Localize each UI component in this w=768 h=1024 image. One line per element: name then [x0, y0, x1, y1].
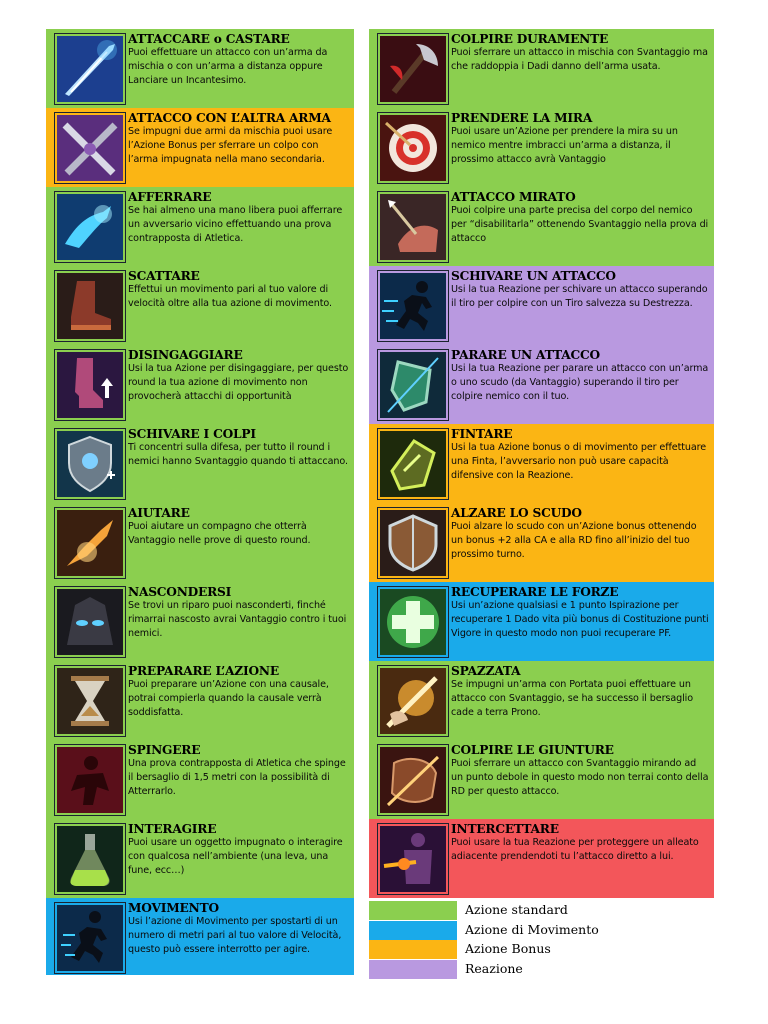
legend-label: Reazione [465, 960, 523, 976]
action-card [46, 740, 354, 819]
action-description: Ti concentri sulla difesa, per tutto il round i nemici hanno Svantaggio quando ti attaccano. [128, 442, 348, 468]
action-title: SCHIVARE UN ATTACCO [451, 269, 616, 283]
action-card [46, 819, 354, 898]
action-card [369, 187, 714, 266]
action-description: Una prova contrapposta di Atletica che spinge il bersaglio di 1,5 metri con la possibilità di Atterrarlo. [128, 758, 346, 798]
action-card [369, 582, 714, 661]
hidden-eyes-icon [54, 586, 126, 658]
target-icon [377, 112, 449, 184]
action-title: NASCONDERSI [128, 585, 232, 599]
helping-hand-icon [54, 507, 126, 579]
action-description: Se trovi un riparo puoi nasconderti, finché rimarrai nascosto avrai Vantaggio contro i tuoi nemici. [128, 600, 347, 640]
action-title: COLPIRE LE GIUNTURE [451, 743, 614, 757]
action-card [46, 661, 354, 740]
health-cross-icon [377, 586, 449, 658]
action-description: Puoi effettuare un attacco con un’arma da mischia o con un’arma a distanza oppure Lanciare un Incantesimo. [128, 47, 328, 87]
action-card [46, 898, 354, 975]
left-action-column [46, 29, 354, 975]
legend-swatch [369, 901, 457, 920]
action-title: AIUTARE [128, 506, 190, 520]
action-title: FINTARE [451, 427, 513, 441]
action-description: Usi la tua Reazione per parare un attacco con un’arma o uno scudo (da Vantaggio) superando il tiro per colpire nemico con il tuo. [451, 363, 709, 403]
action-card [46, 187, 354, 266]
legend-row [369, 940, 714, 960]
action-card [46, 345, 354, 424]
action-card [369, 266, 714, 345]
action-card [369, 29, 714, 108]
legend-label: Azione di Movimento [465, 921, 599, 937]
action-title: AFFERRARE [128, 190, 212, 204]
action-card [46, 29, 354, 108]
right-action-column [369, 29, 714, 898]
action-title: COLPIRE DURAMENTE [451, 32, 609, 46]
action-description: Puoi alzare lo scudo con un’Azione bonus ottenendo un bonus +2 alla CA e alla RD fino all’inizio del tuo prossimo turno. [451, 521, 697, 561]
action-description: Puoi usare un’Azione per prendere la mira su un nemico mentre imbracci un’arma a distanza, il prossimo attacco avrà Vantaggio [451, 126, 678, 166]
action-card [369, 108, 714, 187]
action-description: Puoi colpire una parte precisa del corpo del nemico per “disabilitarla” ottenendo Svantaggio nella prova di attacco [451, 205, 709, 245]
raised-shield-icon [377, 507, 449, 579]
action-title: PREPARARE L’AZIONE [128, 664, 279, 678]
action-title: SCHIVARE I COLPI [128, 427, 256, 441]
action-title: PARARE UN ATTACCO [451, 348, 600, 362]
action-card [46, 503, 354, 582]
legend-row [369, 901, 714, 921]
blade-icon [54, 33, 126, 105]
action-title: ATTACCARE o CASTARE [128, 32, 290, 46]
action-title: MOVIMENTO [128, 901, 219, 915]
action-description: Usi la tua Azione per disingaggiare, per questo round la tua azione di movimento non provocherà attacchi di opportunità [128, 363, 349, 403]
action-title: SPAZZATA [451, 664, 521, 678]
action-description: Se hai almeno una mano libera puoi afferrare un avversario vicino effettuando una prova contrapposta di Atletica. [128, 205, 343, 245]
action-description: Puoi sferrare un attacco con Svantaggio mirando ad un punto debole in questo modo non terrai conto della RD per questo attacco. [451, 758, 709, 798]
legend-row [369, 921, 714, 941]
action-description: Effettui un movimento pari al tuo valore di velocità oltre alla tua azione di movimento. [128, 284, 332, 310]
legend-swatch [369, 940, 457, 959]
action-description: Puoi aiutare un compagno che otterrà Vantaggio nelle prove di questo round. [128, 521, 311, 547]
action-card [369, 345, 714, 424]
action-description: Puoi usare la tua Reazione per proteggere un alleato adiacente prendendoti tu l’attacco diretto a lui. [451, 837, 699, 863]
action-description: Usi la tua Azione bonus o di movimento per effettuare una Finta, l’avversario non può usare capacità difensive con la Reazione. [451, 442, 707, 482]
action-card [46, 266, 354, 345]
action-title: SPINGERE [128, 743, 201, 757]
action-title: INTERCETTARE [451, 822, 559, 836]
action-title: ATTACCO MIRATO [451, 190, 576, 204]
running-man-icon [54, 902, 126, 974]
axe-icon [377, 33, 449, 105]
feint-gauntlet-icon [377, 428, 449, 500]
action-description: Usi la tua Reazione per schivare un attacco superando il tiro per colpire con un Tiro salvezza su Destrezza. [451, 284, 708, 310]
action-description: Usi l’azione di Movimento per spostarti di un numero di metri pari al tuo valore di Velocità, questo può essere interrotto per agire. [128, 916, 342, 956]
action-title: ATTACCO CON L’ALTRA ARMA [128, 111, 331, 125]
action-title: PRENDERE LA MIRA [451, 111, 593, 125]
action-card [46, 108, 354, 187]
action-card [369, 740, 714, 819]
action-card [46, 582, 354, 661]
action-card [369, 661, 714, 740]
retreat-leg-icon [54, 349, 126, 421]
action-card [369, 503, 714, 582]
action-description: Se impugni due armi da mischia puoi usare l’Azione Bonus per sferrare un colpo con l’arma impugnata nella mano secondaria. [128, 126, 333, 166]
action-description: Puoi usare un oggetto impugnato o interagire con qualcosa nell’ambiente (una leva, una fune, ecc…) [128, 837, 343, 877]
action-description: Puoi preparare un’Azione con una causale, potrai compierla quando la causale verrà soddisfatta. [128, 679, 329, 719]
boot-icon [54, 270, 126, 342]
intercept-guard-icon [377, 823, 449, 895]
dodge-runner-icon [377, 270, 449, 342]
legend-swatch [369, 921, 457, 940]
legend-swatch [369, 960, 457, 979]
legend-row [369, 960, 714, 980]
crossed-swords-icon [54, 112, 126, 184]
legend-label: Azione standard [465, 902, 568, 917]
joint-strike-icon [377, 744, 449, 816]
action-card [369, 819, 714, 898]
action-description: Puoi sferrare un attacco in mischia con Svantaggio ma che raddoppia i Dadi danno dell’arma usata. [451, 47, 708, 73]
action-description: Usi un’azione qualsiasi e 1 punto Ispirazione per recuperare 1 Dado vita più bonus di Costituzione punti Vigore in questo modo non puoi recuperare PF. [451, 600, 709, 640]
push-figure-icon [54, 744, 126, 816]
action-title: SCATTARE [128, 269, 200, 283]
arrow-hit-icon [377, 191, 449, 263]
action-card [369, 424, 714, 503]
parry-shield-icon [377, 349, 449, 421]
legend-label: Azione Bonus [465, 941, 551, 956]
grab-hand-icon [54, 191, 126, 263]
color-legend [369, 901, 714, 979]
action-title: INTERAGIRE [128, 822, 217, 836]
hourglass-icon [54, 665, 126, 737]
potion-flask-icon [54, 823, 126, 895]
action-card [46, 424, 354, 503]
shield-eye-icon [54, 428, 126, 500]
sweep-strike-icon [377, 665, 449, 737]
action-title: DISINGAGGIARE [128, 348, 243, 362]
action-title: ALZARE LO SCUDO [451, 506, 582, 520]
action-description: Se impugni un’arma con Portata puoi effettuare un attacco con Svantaggio, se ha successo il bersaglio cade a terra Prono. [451, 679, 693, 719]
action-title: RECUPERARE LE FORZE [451, 585, 619, 599]
